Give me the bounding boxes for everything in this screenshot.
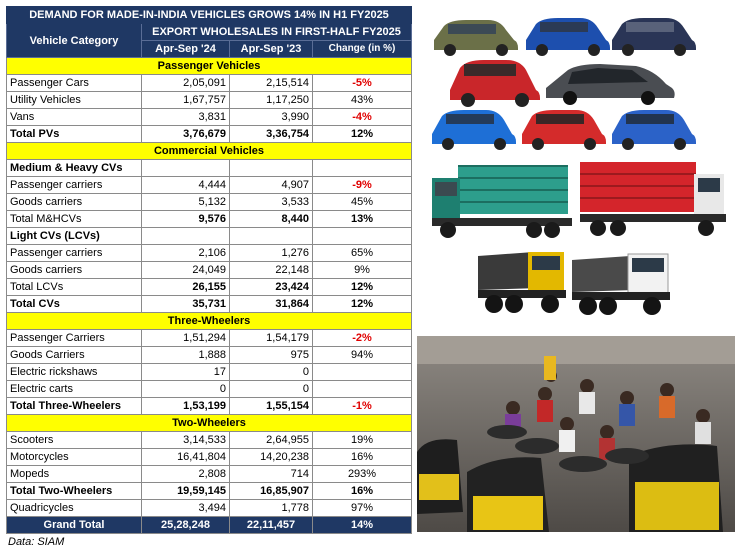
value-2023: 975 — [230, 347, 313, 364]
value-2023: 2,15,514 — [230, 75, 313, 92]
value-2024: 0 — [142, 381, 230, 398]
value-2024: 3,494 — [142, 500, 230, 517]
value-2024: 4,444 — [142, 177, 230, 194]
row-label: Electric rickshaws — [7, 364, 142, 381]
change-percent: -2% — [313, 330, 412, 347]
table-row — [7, 500, 412, 517]
total-row — [7, 211, 412, 228]
change-percent: -5% — [313, 75, 412, 92]
empty-cell — [230, 228, 313, 245]
subheading-label: Light CVs (LCVs) — [7, 228, 142, 245]
row-label: Passenger Cars — [7, 75, 142, 92]
row-label: Goods carriers — [7, 194, 142, 211]
change-percent: -4% — [313, 109, 412, 126]
table-body — [7, 58, 412, 534]
column-header-2023: Apr-Sep '23 — [230, 41, 313, 58]
section-row — [7, 143, 412, 160]
column-header-change: Change (in %) — [313, 41, 412, 58]
row-label: Electric carts — [7, 381, 142, 398]
value-2023: 1,54,179 — [230, 330, 313, 347]
row-label: Passenger carriers — [7, 177, 142, 194]
change-percent: 13% — [313, 211, 412, 228]
value-2024: 3,76,679 — [142, 126, 230, 143]
change-percent: 97% — [313, 500, 412, 517]
value-2023: 1,276 — [230, 245, 313, 262]
trucks-photo — [422, 156, 732, 328]
subheading-row — [7, 228, 412, 245]
value-2023: 4,907 — [230, 177, 313, 194]
value-2024: 26,155 — [142, 279, 230, 296]
value-2023: 0 — [230, 381, 313, 398]
value-2024: 35,731 — [142, 296, 230, 313]
section-label: Passenger Vehicles — [7, 58, 412, 75]
row-label: Total CVs — [7, 296, 142, 313]
value-2023: 1,778 — [230, 500, 313, 517]
table-row — [7, 432, 412, 449]
table-row — [7, 262, 412, 279]
change-percent: -9% — [313, 177, 412, 194]
change-percent: 94% — [313, 347, 412, 364]
section-label: Two-Wheelers — [7, 415, 412, 432]
empty-cell — [142, 228, 230, 245]
value-2023: 2,64,955 — [230, 432, 313, 449]
value-2024: 5,132 — [142, 194, 230, 211]
table-row — [7, 466, 412, 483]
table-row — [7, 194, 412, 211]
section-row — [7, 313, 412, 330]
column-header-category: Vehicle Category — [7, 24, 142, 58]
row-label: Total M&HCVs — [7, 211, 142, 228]
change-percent: 19% — [313, 432, 412, 449]
traffic-photo — [417, 336, 735, 532]
total-row — [7, 296, 412, 313]
row-label: Total Three-Wheelers — [7, 398, 142, 415]
subheading-label: Medium & Heavy CVs — [7, 160, 142, 177]
auto-rickshaw-icon — [467, 457, 549, 532]
value-2023: 3,36,754 — [230, 126, 313, 143]
value-2024: 17 — [142, 364, 230, 381]
change-percent: 12% — [313, 126, 412, 143]
section-label: Commercial Vehicles — [7, 143, 412, 160]
table-title: DEMAND FOR MADE-IN-INDIA VEHICLES GROWS 14% IN H1 FY2025 — [7, 7, 412, 24]
value-2024: 1,53,199 — [142, 398, 230, 415]
value-2024: 2,106 — [142, 245, 230, 262]
column-header-2024: Apr-Sep '24 — [142, 41, 230, 58]
change-percent: 293% — [313, 466, 412, 483]
change-percent: 9% — [313, 262, 412, 279]
row-label: Quadricycles — [7, 500, 142, 517]
total-row — [7, 483, 412, 500]
value-2024: 1,67,757 — [142, 92, 230, 109]
value-2024: 2,05,091 — [142, 75, 230, 92]
total-row — [7, 126, 412, 143]
table-row — [7, 364, 412, 381]
change-percent: -1% — [313, 398, 412, 415]
table-row — [7, 177, 412, 194]
value-2023: 22,11,457 — [230, 517, 313, 534]
source-caption: Data: SIAM — [8, 536, 65, 548]
table-row — [7, 245, 412, 262]
row-label: Total Two-Wheelers — [7, 483, 142, 500]
value-2023: 0 — [230, 364, 313, 381]
value-2024: 2,808 — [142, 466, 230, 483]
row-label: Mopeds — [7, 466, 142, 483]
row-label: Total LCVs — [7, 279, 142, 296]
change-percent — [313, 381, 412, 398]
row-label: Passenger Carriers — [7, 330, 142, 347]
grand-total-row — [7, 517, 412, 534]
value-2024: 3,831 — [142, 109, 230, 126]
value-2023: 3,990 — [230, 109, 313, 126]
change-percent: 43% — [313, 92, 412, 109]
value-2023: 714 — [230, 466, 313, 483]
total-row — [7, 398, 412, 415]
section-row — [7, 58, 412, 75]
value-2024: 1,888 — [142, 347, 230, 364]
empty-cell — [313, 228, 412, 245]
truck-icon — [478, 252, 566, 313]
row-label: Goods Carriers — [7, 347, 142, 364]
empty-cell — [313, 160, 412, 177]
value-2023: 1,55,154 — [230, 398, 313, 415]
table-row — [7, 449, 412, 466]
table-row — [7, 75, 412, 92]
subheading-row — [7, 160, 412, 177]
total-row — [7, 279, 412, 296]
value-2024: 25,28,248 — [142, 517, 230, 534]
value-2024: 1,51,294 — [142, 330, 230, 347]
table-row — [7, 347, 412, 364]
change-percent: 12% — [313, 296, 412, 313]
table-row — [7, 92, 412, 109]
value-2023: 1,17,250 — [230, 92, 313, 109]
change-percent: 65% — [313, 245, 412, 262]
value-2023: 3,533 — [230, 194, 313, 211]
empty-cell — [142, 160, 230, 177]
row-label: Scooters — [7, 432, 142, 449]
value-2023: 14,20,238 — [230, 449, 313, 466]
row-label: Goods carriers — [7, 262, 142, 279]
row-label: Passenger carriers — [7, 245, 142, 262]
value-2024: 19,59,145 — [142, 483, 230, 500]
value-2024: 16,41,804 — [142, 449, 230, 466]
value-2023: 22,148 — [230, 262, 313, 279]
value-2024: 3,14,533 — [142, 432, 230, 449]
change-percent: 16% — [313, 449, 412, 466]
value-2024: 24,049 — [142, 262, 230, 279]
export-wholesales-table — [6, 6, 412, 534]
row-label: Utility Vehicles — [7, 92, 142, 109]
value-2023: 8,440 — [230, 211, 313, 228]
table-row — [7, 109, 412, 126]
change-percent: 12% — [313, 279, 412, 296]
value-2023: 16,85,907 — [230, 483, 313, 500]
value-2024: 9,576 — [142, 211, 230, 228]
change-percent: 16% — [313, 483, 412, 500]
auto-rickshaw-icon — [417, 439, 463, 514]
value-2023: 23,424 — [230, 279, 313, 296]
change-percent — [313, 364, 412, 381]
cars-photo — [422, 4, 732, 154]
table-row — [7, 381, 412, 398]
table-row — [7, 330, 412, 347]
row-label: Grand Total — [7, 517, 142, 534]
section-label: Three-Wheelers — [7, 313, 412, 330]
column-header-group: EXPORT WHOLESALES IN FIRST-HALF FY2025 — [142, 24, 412, 41]
section-row — [7, 415, 412, 432]
row-label: Vans — [7, 109, 142, 126]
value-2023: 31,864 — [230, 296, 313, 313]
change-percent: 14% — [313, 517, 412, 534]
row-label: Total PVs — [7, 126, 142, 143]
empty-cell — [230, 160, 313, 177]
change-percent: 45% — [313, 194, 412, 211]
row-label: Motorcycles — [7, 449, 142, 466]
